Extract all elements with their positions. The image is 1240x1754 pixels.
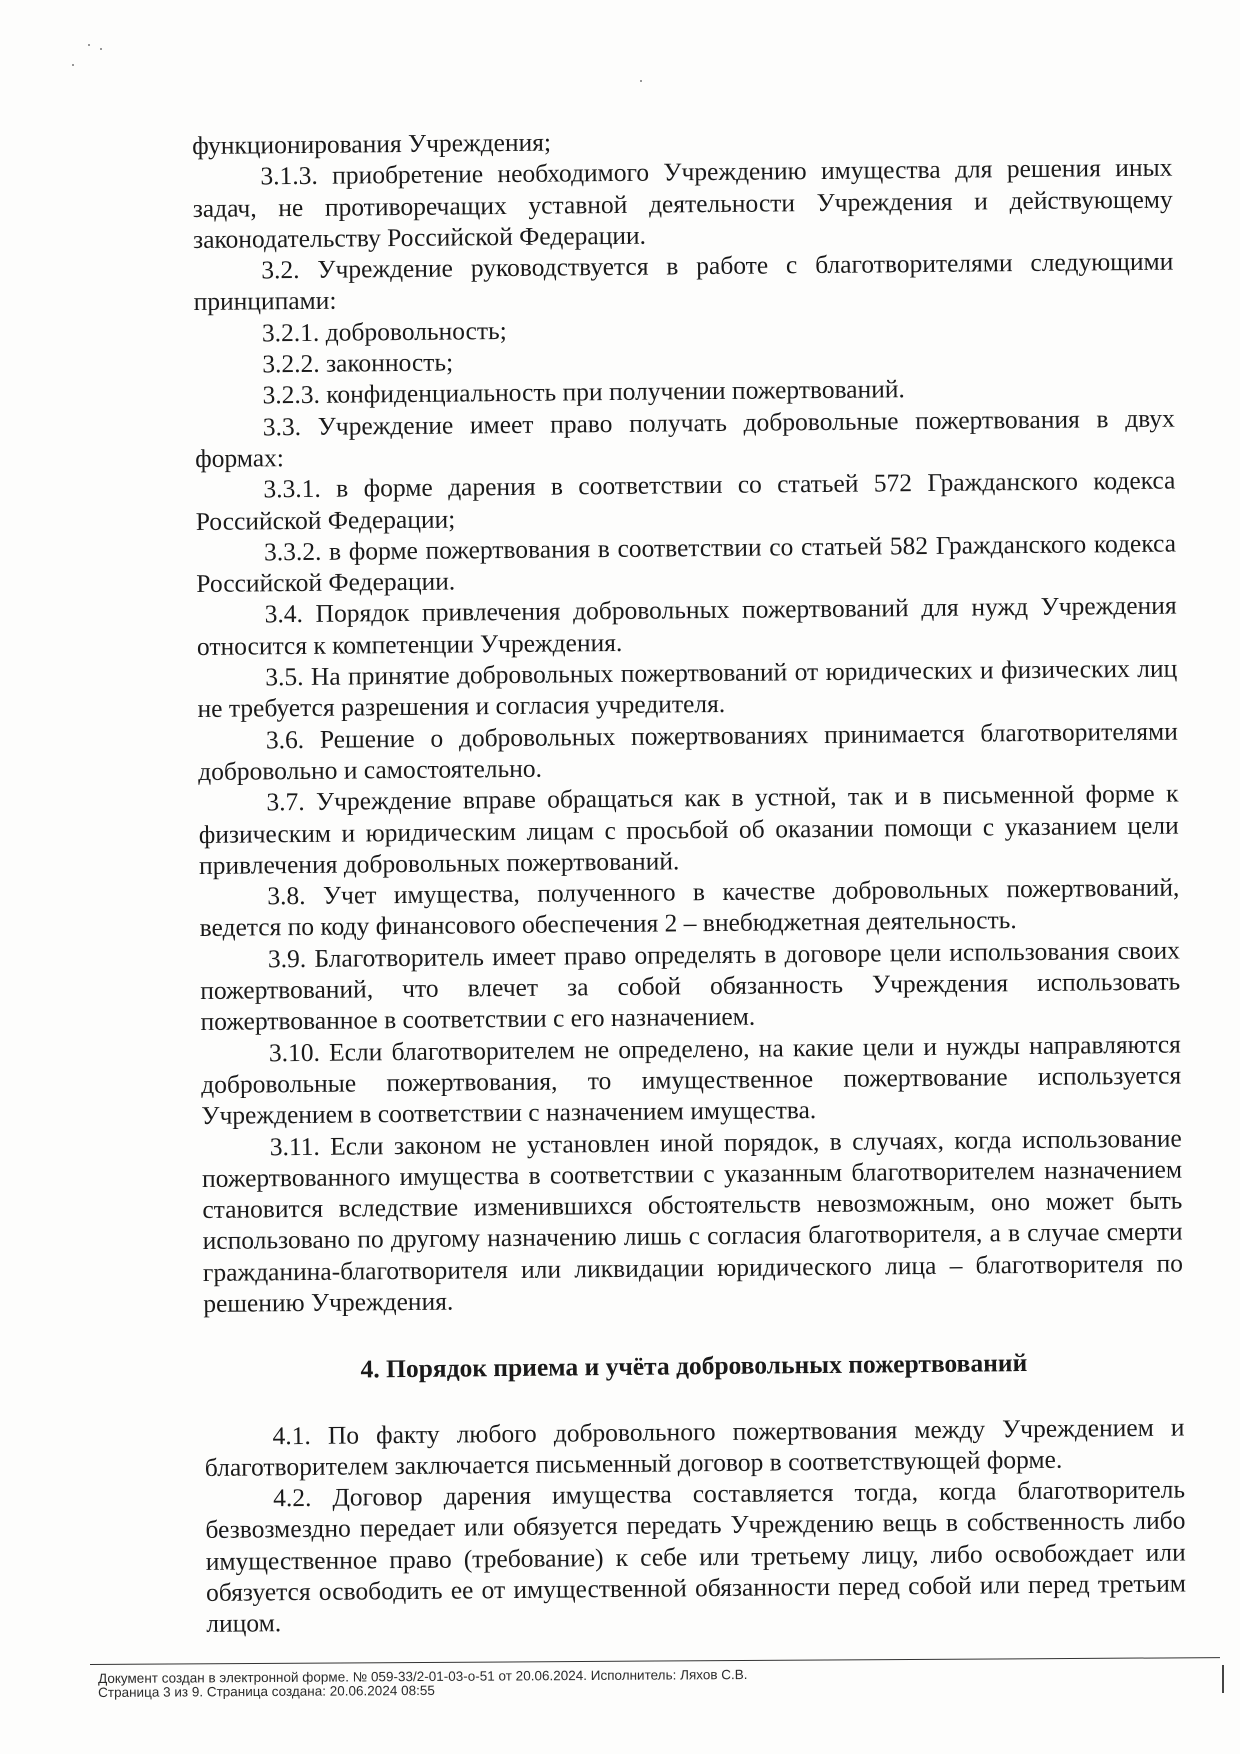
footer-document-info: Документ создан в электронной форме. № 059-33/2-01-03-о-51 от 20.06.2024. Исполнитель: Ляхов С.В. <box>97 1667 748 1686</box>
scan-edge-mark <box>1222 1665 1224 1693</box>
section-3-paragraphs <box>192 121 1183 1320</box>
paragraph: 3.10. Если благотворителем не определено, на какие цели и нужды направляются добровольные пожертвования, то имущественное пожертвование используется Учреждением в соответствии с назначением имущества. <box>201 1029 1182 1131</box>
paragraph: 3.3. Учреждение имеет право получать добровольные пожертвования в двух формах: <box>195 403 1175 473</box>
paragraph: 3.5. На принятие добровольных пожертвований от юридических и физических лиц не требуется разрешения и согласия учредителя. <box>197 653 1178 724</box>
paragraph: 3.3.1. в форме дарения в соответствии со статьей 572 Гражданского кодекса Российской Федерации; <box>195 465 1176 536</box>
section-4-paragraphs <box>204 1411 1186 1639</box>
paragraph: 3.8. Учет имущества, полученного в качестве добровольных пожертвований, ведется по коду финансового обеспечения 2 – внебюджетная деятельность. <box>199 872 1180 943</box>
paragraph: 3.3.2. в форме пожертвования в соответствии со статьей 582 Гражданского кодекса Российской Федерации. <box>196 528 1177 599</box>
footer-divider <box>90 1657 1220 1665</box>
document-body <box>192 121 1186 1640</box>
paragraph: 4.2. Договор дарения имущества составляется тогда, когда благотворитель безвозмездно передает или обязуется передать Учреждению вещь в собственность либо имущественное право (требование) к себе или третьему лицу, либо освобождает или обязуется освободить ее от имущественной обязанности перед собой или перед третьим лицом. <box>205 1474 1187 1639</box>
paragraph: 4.1. По факту любого добровольного пожертвования между Учреждением и благотворителем заключается письменный договор в соответствующей форме. <box>204 1412 1185 1482</box>
paragraph: 3.7. Учреждение вправе обращаться как в устной, так и в письменной форме к физическим и юридическим лицам с просьбой об оказании помощи с указанием цели привлечения добровольных пожертвований. <box>198 778 1179 880</box>
scan-speck <box>72 64 74 66</box>
paragraph: 3.6. Решение о добровольных пожертвованиях принимается благотворителями добровольно и самостоятельно. <box>198 716 1178 786</box>
footer-page-info: Страница 3 из 9. Страница создана: 20.06.2024 08:55 <box>98 1682 435 1700</box>
paragraph: 3.11. Если законом не установлен иной порядок, в случаях, когда использование пожертвованного имущества в соответствии с указанным благотворителем назначением становится вследствие изменившихся обстоятельств невозможным, оно может быть использовано по другому назначению лишь с согласия благотворителя, а в случае смерти гражданина-благотворителя или ликвидации юридического лица – благотворителя по решению Учреждения. <box>201 1123 1184 1318</box>
scan-speck <box>640 80 642 82</box>
section-heading: 4. Порядок приема и учёта добровольных пожертвований <box>360 1348 1028 1384</box>
paragraph: 3.2.1. добровольность; <box>261 315 507 348</box>
paragraph: 3.1.3. приобретение необходимого Учреждению имущества для решения иных задач, не противоречащих уставной деятельности Учреждения и действующему законодательству Российской Федерации. <box>192 152 1173 254</box>
document-footer <box>98 1668 748 1700</box>
scan-speck <box>88 44 90 46</box>
paragraph: 3.2.2. законность; <box>262 347 454 379</box>
paragraph: 3.9. Благотворитель имеет право определять в договоре цели использования своих пожертвований, что влечет за собой обязанность Учреждения использовать пожертвованное в соответствии с его назначением. <box>200 935 1181 1037</box>
scan-speck <box>100 48 102 50</box>
paragraph: 3.2.3. конфиденциальность при получении пожертвований. <box>262 374 905 410</box>
paragraph: 3.2. Учреждение руководствуется в работе с благотворителями следующими принципами: <box>193 246 1174 317</box>
paragraph: 3.4. Порядок привлечения добровольных пожертвований для нужд Учреждения относится к компетенции Учреждения. <box>196 591 1177 661</box>
paragraph: функционирования Учреждения; <box>192 127 552 160</box>
